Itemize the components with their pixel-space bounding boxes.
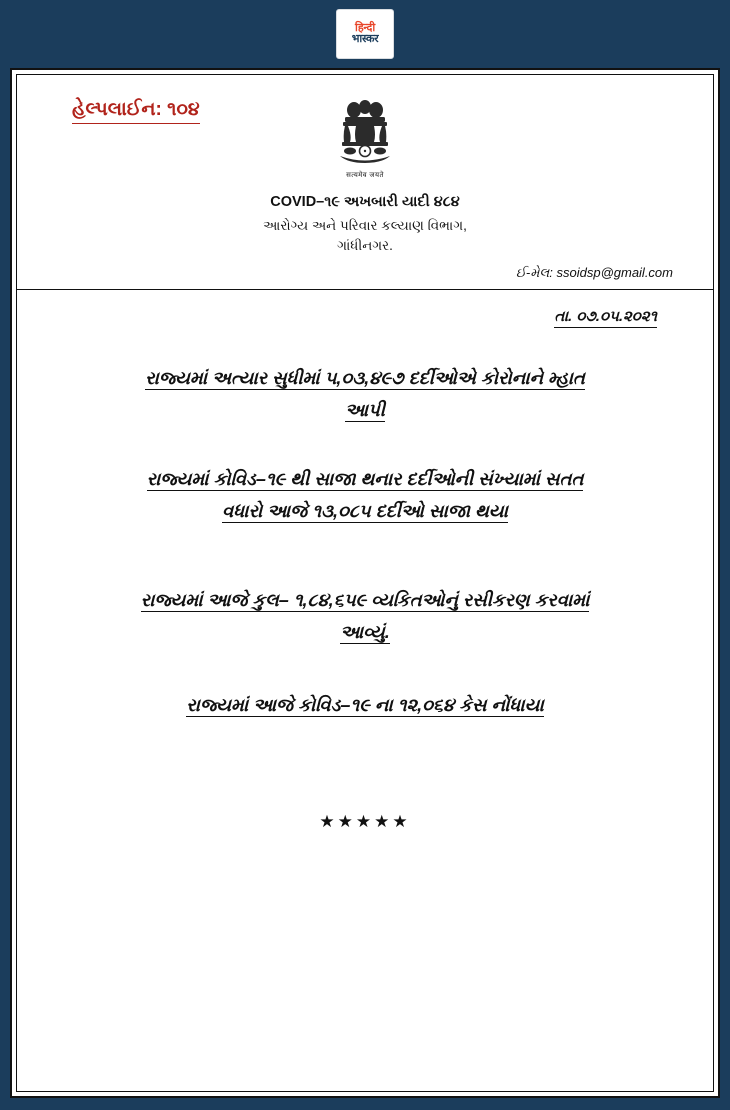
spacer-4	[51, 648, 679, 690]
spacer-2	[51, 426, 679, 464]
email-address: ssoidsp@gmail.com	[556, 265, 673, 281]
headline-1-line-2: આપી	[345, 399, 385, 420]
logo-text-line2: भास्कर	[351, 33, 379, 45]
headline-1	[51, 363, 679, 426]
email-label: ઈ-મેલ:	[515, 265, 553, 281]
department-name	[35, 216, 695, 255]
logo-text-line1: हिन्दी	[355, 22, 375, 34]
helpline-label: હેલ્પલાઈન: ૧૦૪	[72, 99, 200, 124]
department-line-2: ગાંધીનગર.	[337, 237, 393, 253]
email-line	[35, 265, 695, 281]
press-release-sheet	[10, 68, 720, 1098]
headline-3-line-1: રાજ્યમાં આજે કુલ– ૧,૮૪,૬૫૯ વ્યકિતઓનું રસીકરણ કરવામાં	[140, 590, 590, 611]
headline-4	[51, 690, 679, 722]
national-emblem-icon	[332, 93, 398, 175]
footer-stars: ★★★★★	[319, 811, 411, 831]
spacer-3	[51, 527, 679, 585]
headline-4-line-1: રાજ્યમાં આજે કોવિડ–૧૯ ના ૧૨,૦૬૪ કેસ નોંધાયા	[186, 695, 544, 716]
headline-3	[51, 585, 679, 648]
headline-1-line-1: રાજ્યમાં અત્યાર સુધીમાં ૫,૦૩,૪૯૭ દર્દીઓએ કોરોનાને મ્હાત	[145, 368, 585, 389]
brand-bar	[0, 0, 730, 68]
headline-2-line-2: વધારો આજે ૧૩,૦૮૫ દર્દીઓ સાજા થયા	[222, 500, 508, 521]
department-line-1: આરોગ્ય અને પરિવાર કલ્યાણ વિભાગ,	[263, 218, 467, 233]
headline-2	[51, 464, 679, 527]
emblem-motto-text: सत्यमेव जयते	[346, 172, 384, 179]
headline-2-line-1: રાજ્યમાં કોવિડ–૧૯ થી સાજા થનાર દર્દીઓની સંખ્યામાં સતત	[146, 469, 584, 490]
spacer-1	[51, 325, 679, 363]
release-date-text: તા. ૦૭.૦૫.૨૦૨૧	[554, 308, 657, 328]
document-header	[17, 75, 713, 290]
sheet-inner-border	[16, 74, 714, 1092]
document-body	[17, 290, 713, 842]
divya-bhaskar-logo	[336, 9, 394, 59]
headline-3-line-2: આવ્યું.	[340, 621, 390, 642]
release-date	[51, 308, 679, 325]
document-title: COVID–૧૯ અખબારી યાદી ૪૮૪	[270, 194, 460, 210]
